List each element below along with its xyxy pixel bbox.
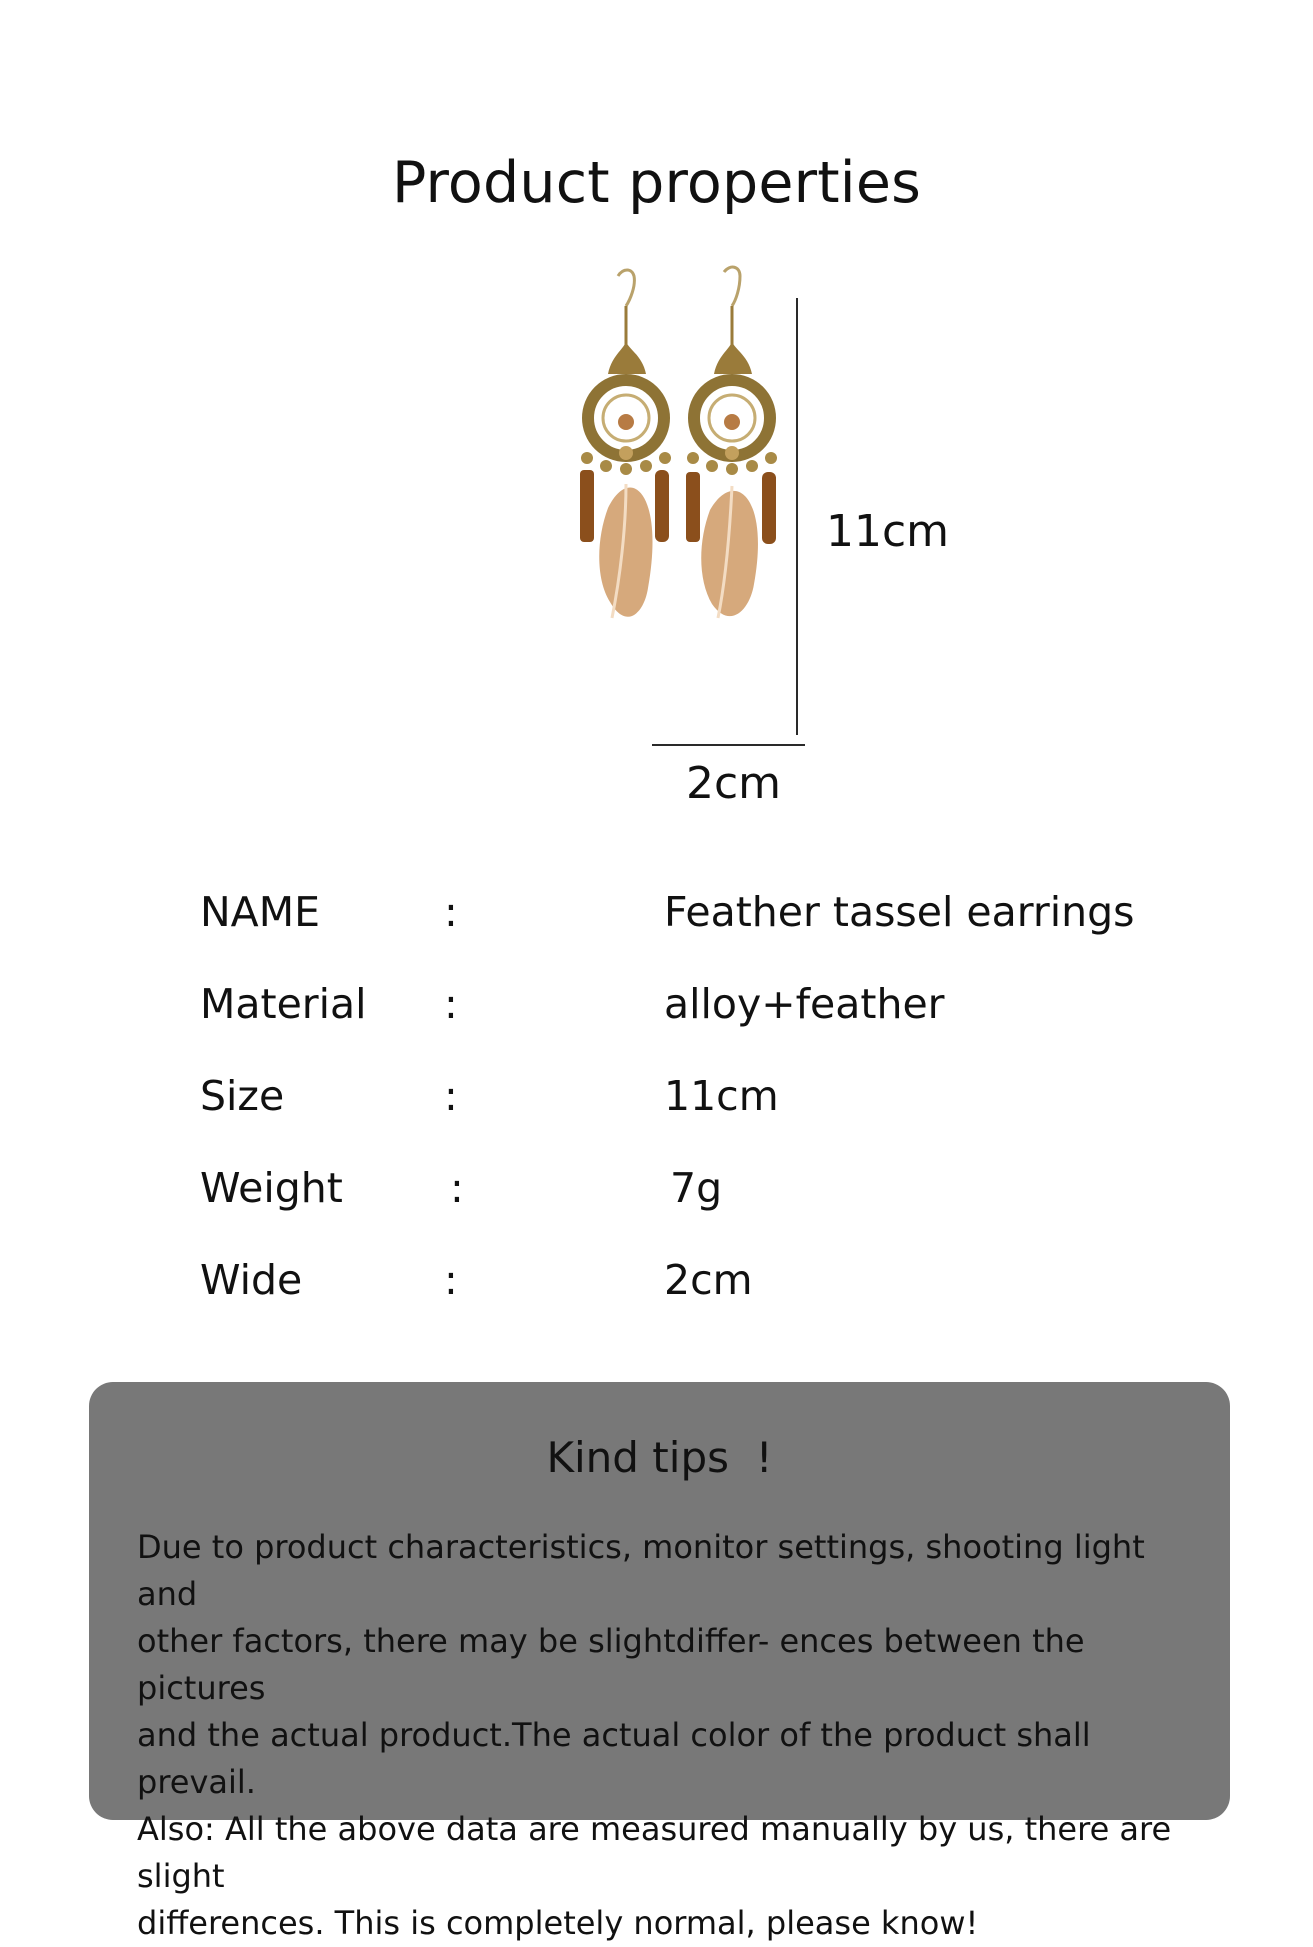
width-dimension-line (652, 744, 805, 746)
property-value: alloy+feather (664, 980, 945, 1028)
height-dimension-label: 11cm (826, 506, 950, 557)
earrings-illustration (560, 258, 860, 778)
right-earring (686, 267, 777, 618)
property-key: Material (200, 980, 367, 1028)
property-value: Feather tassel earrings (664, 888, 1135, 936)
property-value: 2cm (664, 1256, 753, 1304)
product-image (560, 258, 860, 818)
property-separator: : (444, 980, 458, 1028)
left-earring (580, 270, 671, 618)
property-value: 11cm (664, 1072, 779, 1120)
property-value: 7g (670, 1164, 723, 1212)
property-separator: : (450, 1164, 464, 1212)
page-title: Product properties (391, 150, 921, 216)
property-separator: : (444, 1256, 458, 1304)
property-row-weight (0, 1160, 1313, 1230)
kind-tips-panel (89, 1382, 1230, 1942)
width-dimension-label: 2cm (686, 758, 782, 809)
property-key: Wide (200, 1256, 303, 1304)
property-key: NAME (200, 888, 320, 936)
kind-tips-title: Kind tips ! (546, 1433, 773, 1482)
height-dimension-line (796, 298, 798, 735)
property-separator: : (444, 888, 458, 936)
property-row-wide (0, 1252, 1313, 1322)
property-row-name (0, 884, 1313, 954)
property-separator: : (444, 1072, 458, 1120)
property-row-size (0, 1068, 1313, 1138)
kind-tips-body: Due to product characteristics, monitor settings, shooting light and other factors, there may be slightdiffer- ences between the pictures and the actual product.The actual color of the product shall prevail. Also: All the above data are measured manually by us, there are slight differences. This is completely normal, please know! (137, 1528, 1172, 1942)
property-row-material (0, 976, 1313, 1046)
property-key: Size (200, 1072, 285, 1120)
property-key: Weight (200, 1164, 343, 1212)
